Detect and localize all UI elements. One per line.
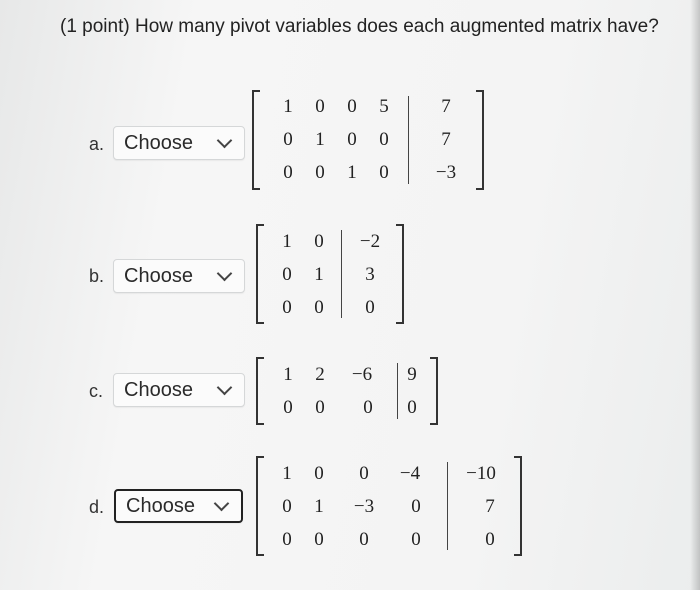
matrix-d-cell: 1 (314, 496, 324, 517)
matrix-b-augment-bar (341, 230, 342, 318)
matrix-a-cell: 1 (315, 129, 325, 150)
matrix-a-cell: 7 (441, 129, 451, 150)
matrix-a-cell: 0 (347, 129, 357, 150)
chevron-down-icon (217, 132, 233, 148)
matrix-c-cell: 1 (283, 364, 293, 385)
matrix-b (256, 224, 404, 324)
part-b-select-value: Choose (124, 264, 193, 287)
matrix-d-right-bracket (514, 456, 522, 556)
chevron-down-icon (214, 495, 230, 511)
matrix-c-cell: 0 (283, 397, 293, 418)
part-a-select[interactable] (113, 126, 245, 160)
matrix-c-cell: 0 (407, 397, 417, 418)
matrix-d-cell: 0 (282, 496, 292, 517)
matrix-d-cell: 1 (282, 463, 292, 484)
matrix-c-cell: 0 (315, 397, 325, 418)
matrix-d-left-bracket (256, 456, 264, 556)
matrix-a-left-bracket (252, 90, 260, 190)
matrix-d-augment-bar (447, 462, 448, 550)
matrix-c-right-bracket (430, 357, 438, 425)
matrix-c-cell: −6 (351, 364, 373, 385)
matrix-c (256, 357, 438, 425)
matrix-a-cell: 0 (379, 129, 389, 150)
matrix-a-cell: 5 (379, 96, 389, 117)
question-text: (1 point) How many pivot variables does each augmented matrix have? (60, 16, 659, 37)
matrix-d-cell: −3 (353, 496, 375, 517)
matrix-a-augment-bar (408, 96, 409, 184)
part-a-letter: a. (89, 134, 105, 154)
chevron-down-icon (217, 265, 233, 281)
matrix-a (252, 90, 484, 190)
matrix-a-cell: 0 (315, 96, 325, 117)
matrix-d-cell: 0 (314, 463, 324, 484)
matrix-a-cell: 0 (315, 162, 325, 183)
matrix-b-cell: 0 (282, 264, 292, 285)
matrix-d-cell: −4 (399, 463, 421, 484)
matrix-a-cell: 0 (347, 96, 357, 117)
matrix-d-cell: −10 (466, 463, 496, 484)
matrix-a-cell: 0 (379, 162, 389, 183)
matrix-b-cell: 3 (365, 264, 375, 285)
matrix-b-cell: 0 (314, 231, 324, 252)
matrix-a-cell: 0 (283, 129, 293, 150)
matrix-b-cell: 0 (365, 297, 375, 318)
part-b-letter: b. (89, 266, 105, 286)
matrix-c-cell: 9 (407, 364, 417, 385)
part-a-select-value: Choose (124, 131, 193, 154)
matrix-d-cell: 7 (485, 496, 495, 517)
matrix-b-cell: 0 (314, 297, 324, 318)
matrix-d-cell: 0 (359, 529, 369, 550)
chevron-down-icon (217, 379, 233, 395)
part-d-select[interactable] (114, 489, 243, 523)
matrix-b-right-bracket (396, 224, 404, 324)
part-c-select-value: Choose (124, 378, 193, 401)
matrix-a-cell: 7 (441, 96, 451, 117)
matrix-b-cell: 1 (314, 264, 324, 285)
matrix-d-cell: 0 (411, 529, 421, 550)
matrix-c-left-bracket (256, 357, 264, 425)
matrix-b-cell: 0 (282, 297, 292, 318)
part-c-select[interactable] (113, 373, 245, 407)
matrix-c-cell: 2 (315, 364, 325, 385)
part-b-select[interactable] (113, 259, 245, 293)
matrix-a-cell: 0 (283, 162, 293, 183)
part-d-letter: d. (89, 497, 105, 517)
matrix-d-cell: 0 (282, 529, 292, 550)
matrix-b-cell: −2 (359, 231, 381, 252)
matrix-a-cell: −3 (435, 162, 457, 183)
matrix-b-left-bracket (256, 224, 264, 324)
matrix-d (256, 456, 522, 556)
matrix-d-cell: 0 (485, 529, 495, 550)
matrix-a-cell: 1 (347, 162, 357, 183)
matrix-b-cell: 1 (282, 231, 292, 252)
matrix-d-cell: 0 (411, 496, 421, 517)
matrix-a-right-bracket (476, 90, 484, 190)
part-d-select-value: Choose (126, 494, 195, 517)
matrix-d-cell: 0 (359, 463, 369, 484)
matrix-a-cell: 1 (283, 96, 293, 117)
part-c-letter: c. (89, 381, 104, 401)
matrix-d-cell: 0 (314, 529, 324, 550)
matrix-c-cell: 0 (363, 397, 373, 418)
edge-shadow (690, 0, 700, 590)
